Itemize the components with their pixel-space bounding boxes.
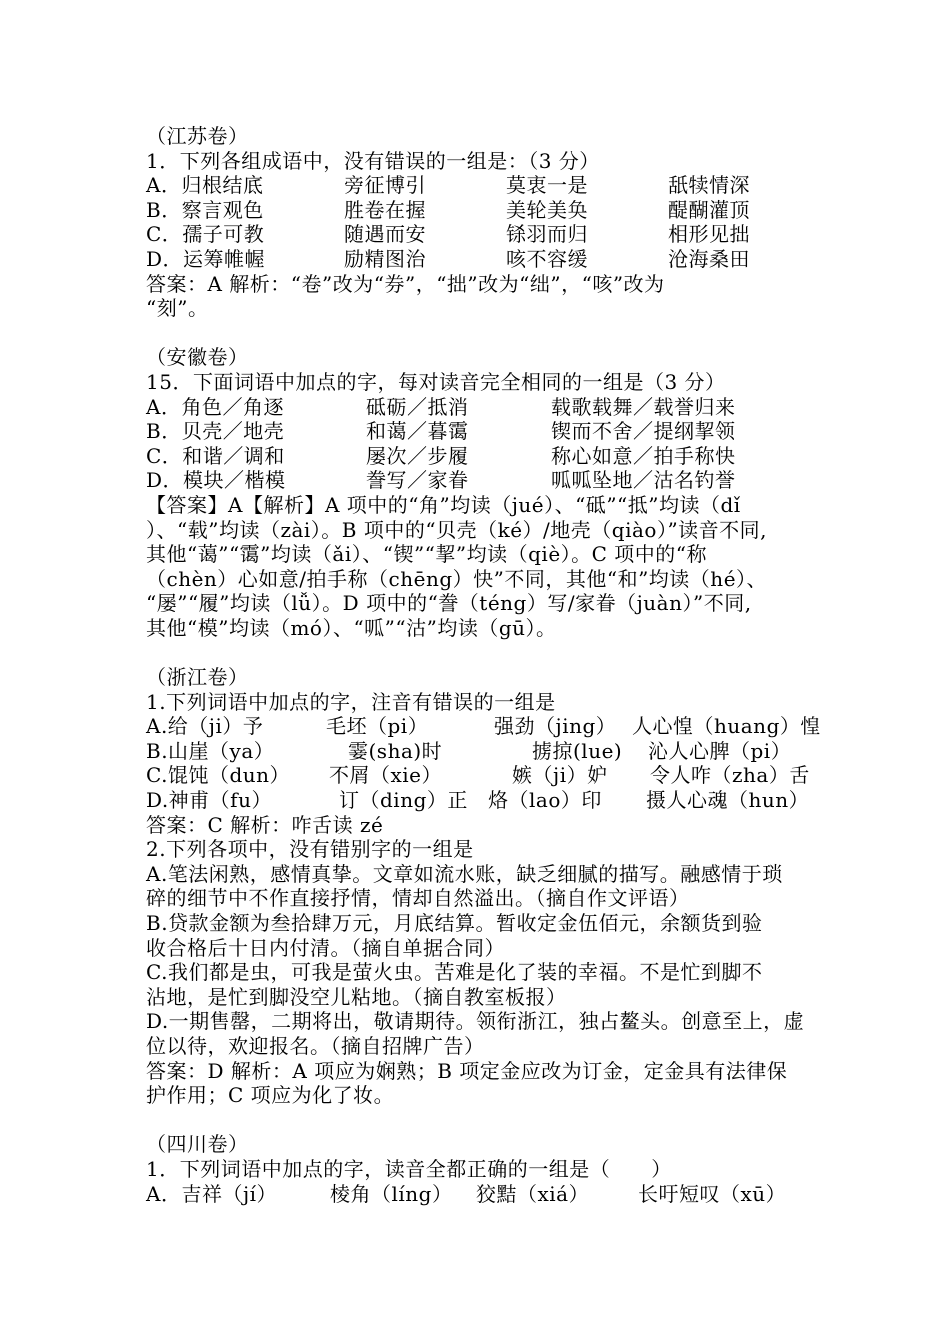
option-cell: 铩羽而归: [506, 222, 588, 247]
option-row: [146, 173, 816, 198]
option-row: [146, 763, 816, 788]
option-cell: 舐犊情深: [668, 173, 750, 198]
option-cell: 咳不容缓: [506, 246, 588, 271]
answer-line: 其他“蔼”“霭”均读（ǎi）、“锲”“挈”均读（qiè）。C 项中的“称: [146, 542, 708, 567]
option-cell: 莫衷一是: [506, 173, 588, 198]
option-cell: 称心如意／拍手称快: [551, 443, 736, 468]
option-row: [146, 419, 816, 444]
option-cell: 旁征博引: [344, 173, 426, 198]
answer-line: 【答案】A【解析】A 项中的“角”均读（jué）、“砥”“抵”均读（dǐ: [146, 492, 741, 517]
document-content: [146, 124, 821, 1206]
option-cell: 沁人心脾（pi）: [648, 738, 792, 763]
option-cell: 棱角（líng）: [330, 1181, 453, 1206]
section-header-zhejiang: （浙江卷）: [146, 665, 249, 690]
option-cell: 掳掠(lue): [532, 738, 623, 763]
question-text: 15．下面词语中加点的字，每对读音完全相同的一组是（3 分）: [146, 369, 726, 394]
paragraph-line: 收合格后十日内付清。（摘自单据合同）: [146, 935, 505, 960]
option-cell: 随遇而安: [344, 222, 426, 247]
option-cell: C.馄饨（dun）: [146, 763, 291, 788]
option-cell: B．察言观色: [146, 197, 264, 222]
answer-line: 护作用；C 项应为化了妆。: [146, 1083, 395, 1108]
question-text: 1．下列各组成语中，没有错误的一组是：（3 分）: [146, 148, 600, 173]
option-row: [146, 788, 816, 813]
option-cell: B．贝壳／地壳: [146, 419, 285, 444]
answer-line: 答案：D 解析：A 项应为娴熟；B 项定金应改为订金，定金具有法律保: [146, 1058, 788, 1083]
option-cell: 强劲（jing）: [494, 714, 617, 739]
section-header-anhui: （安徽卷）: [146, 345, 249, 370]
option-row: [146, 247, 816, 272]
option-cell: 相形见拙: [668, 222, 750, 247]
option-cell: 锲而不舍／提纲挈领: [551, 419, 736, 444]
paragraph-line: D.一期售罄，二期将出，敬请期待。领衔浙江，独占鳌头。创意至上，虚: [146, 1009, 805, 1034]
option-cell: 狡黠（xiá）: [476, 1181, 590, 1206]
option-row: [146, 395, 816, 420]
option-cell: 令人咋（zha）舌: [650, 763, 810, 788]
option-cell: C．孺子可教: [146, 222, 265, 247]
paragraph-line: C.我们都是虫，可我是萤火虫。苦难是化了装的幸福。不是忙到脚不: [146, 960, 763, 985]
option-row: [146, 222, 816, 247]
spacer: [146, 1108, 816, 1133]
answer-line: ）、“载”均读（zài）。B 项中的“贝壳（ké）/地壳（qiào）”读音不同,: [146, 517, 768, 542]
option-cell: D．运筹帷幄: [146, 246, 266, 271]
option-cell: A.给（ji）予: [146, 714, 264, 739]
option-cell: 人心惶（huang）惶: [632, 714, 821, 739]
paragraph-line: 位以待，欢迎报名。（摘自招牌广告）: [146, 1033, 485, 1058]
answer-line: 其他“模”均读（mó）、“呱”“沽”均读（gū）。: [146, 615, 557, 640]
option-cell: 订（ding）正: [339, 788, 468, 813]
paragraph-line: 沾地，是忙到脚没空儿粘地。（摘自教室板报）: [146, 984, 567, 1009]
option-cell: 砥砺／抵消: [366, 394, 469, 419]
option-cell: 誊写／家眷: [366, 468, 469, 493]
answer-line: 答案：A 解析：“卷”改为“券”，“拙”改为“绌”，“咳”改为: [146, 271, 665, 296]
option-row: [146, 444, 816, 469]
option-cell: 嫉（ji）妒: [512, 763, 608, 788]
option-cell: 醍醐灌顶: [668, 197, 750, 222]
option-cell: B.山崖（ya）: [146, 738, 275, 763]
option-cell: 长吁短叹（xū）: [638, 1181, 787, 1206]
option-cell: 和蔼／暮霭: [366, 419, 469, 444]
option-cell: 胜卷在握: [344, 197, 426, 222]
option-cell: C．和谐／调和: [146, 443, 285, 468]
answer-line: “刻”。: [146, 296, 209, 321]
option-cell: 载歌载舞／载誉归来: [551, 394, 736, 419]
spacer: [146, 640, 816, 665]
option-cell: A．归根结底: [146, 173, 264, 198]
option-cell: A．角色／角逐: [146, 394, 284, 419]
option-row: [146, 739, 816, 764]
option-row: [146, 714, 821, 739]
option-cell: 毛坯（pi）: [326, 714, 429, 739]
option-cell: 屡次／步履: [366, 443, 469, 468]
answer-line: （chèn）心如意/拍手称（chēng）快”不同，其他“和”均读（hé）、: [146, 566, 768, 591]
option-cell: 呱呱坠地／沽名钓誉: [551, 468, 736, 493]
option-cell: 霎(sha)时: [348, 738, 443, 763]
option-cell: 摄人心魂（hun）: [646, 788, 810, 813]
option-cell: D．模块／楷模: [146, 468, 286, 493]
section-header-jiangsu: （江苏卷）: [146, 124, 249, 148]
option-cell: D.神甫（fu）: [146, 788, 272, 813]
question-text: 2.下列各项中，没有错别字的一组是: [146, 837, 474, 862]
section-header-sichuan: （四川卷）: [146, 1132, 249, 1157]
spacer: [146, 321, 816, 346]
option-row: [146, 198, 816, 223]
paragraph-line: 碎的细节中不作直接抒情，情却自然溢出。（摘自作文评语）: [146, 886, 690, 911]
option-row: [146, 1182, 816, 1207]
option-row: [146, 468, 816, 493]
answer-line: 答案：C 解析：咋舌读 zé: [146, 812, 384, 837]
option-cell: 烙（lao）印: [488, 788, 602, 813]
option-cell: 沧海桑田: [668, 246, 750, 271]
answer-line: “屡”“履”均读（lǚ）。D 项中的“誊（téng）写/家眷（juàn）”不同,: [146, 591, 752, 616]
option-cell: 不屑（xie）: [329, 763, 443, 788]
paragraph-line: A.笔法闲熟，感情真挚。文章如流水账，缺乏细腻的描写。融感情于琐: [146, 861, 783, 886]
question-text: 1．下列词语中加点的字，读音全都正确的一组是（ ）: [146, 1156, 672, 1181]
paragraph-line: B.贷款金额为叁拾肆万元，月底结算。暂收定金伍佰元，余额货到验: [146, 911, 763, 935]
option-cell: A．吉祥（jí）: [146, 1181, 278, 1206]
option-cell: 美轮美奂: [506, 197, 588, 222]
option-cell: 励精图治: [344, 246, 426, 271]
question-text: 1.下列词语中加点的字，注音有错误的一组是: [146, 689, 556, 714]
